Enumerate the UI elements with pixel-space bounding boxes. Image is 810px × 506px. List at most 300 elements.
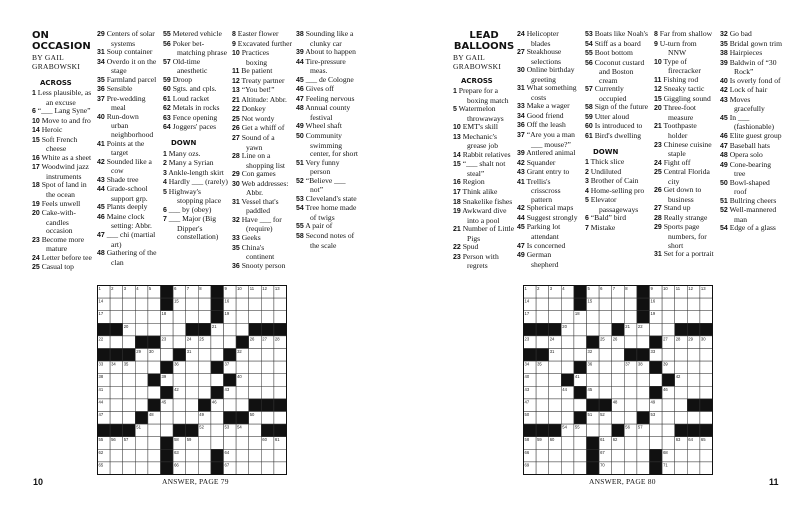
grid-cell[interactable] xyxy=(587,323,600,336)
grid-cell[interactable] xyxy=(624,336,637,349)
clue-number: 5 xyxy=(163,188,167,196)
grid-cell[interactable] xyxy=(274,374,287,387)
clue-text: Cone-bearing tree xyxy=(727,159,772,179)
grid-cell[interactable] xyxy=(274,311,287,324)
grid-cell[interactable] xyxy=(687,311,700,324)
grid-cell[interactable] xyxy=(274,349,287,362)
grid-cell[interactable] xyxy=(700,374,713,387)
grid-cell[interactable] xyxy=(675,462,688,475)
grid-cell[interactable] xyxy=(148,462,161,475)
grid-cell[interactable] xyxy=(675,349,688,362)
cell-number: 34 xyxy=(524,361,530,367)
grid-cell[interactable] xyxy=(650,424,663,437)
grid-cell[interactable] xyxy=(135,449,148,462)
grid-cell[interactable] xyxy=(123,449,136,462)
cell-number: 64 xyxy=(224,449,230,455)
grid-cell[interactable] xyxy=(236,462,249,475)
grid-cell[interactable] xyxy=(637,437,650,450)
grid-cell[interactable] xyxy=(700,311,713,324)
grid-cell[interactable] xyxy=(135,437,148,450)
grid-cell[interactable] xyxy=(135,298,148,311)
cell-number: 60 xyxy=(262,437,267,443)
grid-block xyxy=(637,412,650,425)
grid-cell[interactable] xyxy=(587,311,600,324)
grid-cell[interactable] xyxy=(561,449,574,462)
cell-number: 63 xyxy=(675,437,681,443)
clue-number: 3 xyxy=(163,169,167,177)
grid-cell[interactable] xyxy=(536,449,549,462)
grid-cell[interactable] xyxy=(186,462,199,475)
grid-cell[interactable] xyxy=(561,336,574,349)
grid-cell[interactable] xyxy=(236,437,249,450)
grid-cell[interactable] xyxy=(549,462,562,475)
grid-cell[interactable] xyxy=(135,462,148,475)
clue-text: Wheel shaft xyxy=(303,121,343,131)
grid-cell[interactable] xyxy=(186,412,199,425)
grid-block xyxy=(148,336,161,349)
grid-cell[interactable] xyxy=(261,374,274,387)
grid-cell[interactable] xyxy=(574,449,587,462)
grid-cell[interactable] xyxy=(261,412,274,425)
clue-number: 44 xyxy=(296,58,304,66)
grid-cell[interactable] xyxy=(148,361,161,374)
page-number: 11 xyxy=(769,477,779,487)
grid-cell[interactable] xyxy=(599,311,612,324)
grid-cell[interactable] xyxy=(123,298,136,311)
clue-number: 6 xyxy=(585,215,589,223)
clue-number: 24 xyxy=(32,254,40,262)
grid-cell[interactable] xyxy=(123,412,136,425)
grid-cell[interactable] xyxy=(224,336,237,349)
grid-cell[interactable] xyxy=(650,437,663,450)
grid-cell[interactable] xyxy=(211,412,224,425)
grid-cell[interactable] xyxy=(599,323,612,336)
grid-cell[interactable] xyxy=(224,437,237,450)
grid-cell[interactable] xyxy=(274,361,287,374)
grid-cell[interactable] xyxy=(675,298,688,311)
grid-cell[interactable] xyxy=(249,298,262,311)
grid-cell[interactable] xyxy=(624,437,637,450)
grid-cell[interactable] xyxy=(148,449,161,462)
grid-cell[interactable] xyxy=(148,298,161,311)
grid-cell[interactable] xyxy=(135,374,148,387)
grid-cell[interactable] xyxy=(549,449,562,462)
grid-cell[interactable] xyxy=(261,349,274,362)
grid-cell[interactable] xyxy=(173,311,186,324)
grid-cell[interactable] xyxy=(249,437,262,450)
grid-cell[interactable] xyxy=(536,386,549,399)
grid-cell[interactable] xyxy=(675,386,688,399)
clue-text: Bullring cheers xyxy=(727,195,777,205)
grid-cell[interactable] xyxy=(211,424,224,437)
grid-cell[interactable] xyxy=(561,437,574,450)
grid-cell[interactable] xyxy=(110,386,123,399)
grid-cell[interactable] xyxy=(186,298,199,311)
clue-text: Metered vehicle xyxy=(170,29,222,38)
grid-cell[interactable] xyxy=(135,386,148,399)
grid-cell[interactable] xyxy=(186,374,199,387)
grid-cell[interactable] xyxy=(549,399,562,412)
grid-cell[interactable] xyxy=(687,374,700,387)
grid-block xyxy=(161,386,174,399)
grid-cell[interactable] xyxy=(561,298,574,311)
grid-cell[interactable] xyxy=(173,412,186,425)
grid-cell[interactable] xyxy=(662,412,675,425)
grid-svg[interactable] xyxy=(97,285,287,475)
grid-cell[interactable] xyxy=(612,311,625,324)
grid-cell[interactable] xyxy=(261,462,274,475)
grid-cell[interactable] xyxy=(224,323,237,336)
grid-cell[interactable] xyxy=(700,462,713,475)
grid-cell[interactable] xyxy=(123,311,136,324)
clue xyxy=(163,215,229,242)
clue-number: 45 xyxy=(720,114,728,122)
grid-cell[interactable] xyxy=(599,298,612,311)
grid-cell[interactable] xyxy=(274,298,287,311)
grid-cell[interactable] xyxy=(549,311,562,324)
grid-cell[interactable] xyxy=(249,424,262,437)
grid-cell[interactable] xyxy=(536,336,549,349)
grid-cell[interactable] xyxy=(211,336,224,349)
grid-block xyxy=(561,374,574,387)
grid-cell[interactable] xyxy=(662,399,675,412)
grid-cell[interactable] xyxy=(135,311,148,324)
grid-cell[interactable] xyxy=(198,374,211,387)
clue-text: Droop xyxy=(170,74,193,84)
grid-cell[interactable] xyxy=(637,449,650,462)
grid-cell[interactable] xyxy=(236,311,249,324)
grid-cell[interactable] xyxy=(700,298,713,311)
grid-cell[interactable] xyxy=(236,386,249,399)
grid-cell[interactable] xyxy=(161,323,174,336)
clue-text: Vessel that's paddled xyxy=(239,196,279,216)
clue-number: 12 xyxy=(232,77,240,85)
grid-cell[interactable] xyxy=(561,399,574,412)
clue-text: Soup container xyxy=(104,47,153,57)
grid-cell[interactable] xyxy=(687,386,700,399)
grid-cell[interactable] xyxy=(612,374,625,387)
grid-cell[interactable] xyxy=(198,437,211,450)
grid-cell[interactable] xyxy=(700,386,713,399)
grid-cell[interactable] xyxy=(123,336,136,349)
grid-cell[interactable] xyxy=(687,412,700,425)
page-number: 10 xyxy=(33,477,44,487)
grid-block xyxy=(650,336,663,349)
grid-cell[interactable] xyxy=(249,374,262,387)
grid-block xyxy=(524,349,537,362)
grid-cell[interactable] xyxy=(599,386,612,399)
grid-cell[interactable] xyxy=(612,386,625,399)
grid-cell[interactable] xyxy=(123,374,136,387)
grid-cell[interactable] xyxy=(662,424,675,437)
clue-number: 20 xyxy=(32,210,40,218)
grid-cell[interactable] xyxy=(687,449,700,462)
clue-text: Casual top xyxy=(39,262,74,272)
grid-cell[interactable] xyxy=(549,361,562,374)
grid-cell[interactable] xyxy=(624,386,637,399)
grid-cell[interactable] xyxy=(173,323,186,336)
grid-cell[interactable] xyxy=(599,374,612,387)
grid-cell[interactable] xyxy=(637,374,650,387)
grid-cell[interactable] xyxy=(110,374,123,387)
grid-cell[interactable] xyxy=(173,336,186,349)
clue-text: Fishing rod xyxy=(661,74,699,84)
grid-cell[interactable] xyxy=(561,361,574,374)
cell-number: 60 xyxy=(549,437,555,443)
grid-cell[interactable] xyxy=(574,399,587,412)
grid-cell[interactable] xyxy=(123,399,136,412)
clue-text: Poker bet-matching phrase xyxy=(170,38,227,58)
grid-cell[interactable] xyxy=(624,399,637,412)
grid-cell[interactable] xyxy=(161,412,174,425)
grid-cell[interactable] xyxy=(662,437,675,450)
grid-cell[interactable] xyxy=(662,311,675,324)
grid-cell[interactable] xyxy=(574,437,587,450)
clue-text: Good friend xyxy=(524,110,564,120)
grid-cell[interactable] xyxy=(211,374,224,387)
grid-cell[interactable] xyxy=(198,449,211,462)
grid-cell[interactable] xyxy=(587,424,600,437)
grid-cell[interactable] xyxy=(186,449,199,462)
grid-cell[interactable] xyxy=(624,311,637,324)
grid-cell[interactable] xyxy=(110,412,123,425)
grid-cell[interactable] xyxy=(561,349,574,362)
grid-cell[interactable] xyxy=(536,298,549,311)
grid-cell[interactable] xyxy=(261,449,274,462)
grid-cell[interactable] xyxy=(650,323,663,336)
grid-cell[interactable] xyxy=(148,386,161,399)
grid-cell[interactable] xyxy=(637,399,650,412)
grid-cell[interactable] xyxy=(687,361,700,374)
grid-cell[interactable] xyxy=(261,298,274,311)
grid-cell[interactable] xyxy=(123,386,136,399)
grid-cell[interactable] xyxy=(549,374,562,387)
grid-cell[interactable] xyxy=(612,449,625,462)
grid-cell[interactable] xyxy=(675,399,688,412)
grid-cell[interactable] xyxy=(687,462,700,475)
grid-cell[interactable] xyxy=(536,462,549,475)
grid-cell[interactable] xyxy=(536,399,549,412)
clue-number: 55 xyxy=(163,31,171,38)
grid-cell[interactable] xyxy=(135,361,148,374)
grid-cell[interactable] xyxy=(574,462,587,475)
grid-cell[interactable] xyxy=(612,298,625,311)
puzzle-byline: BY GAIL GRABOWSKI xyxy=(32,53,81,71)
grid-cell[interactable] xyxy=(186,361,199,374)
grid-cell[interactable] xyxy=(574,323,587,336)
grid-cell[interactable] xyxy=(123,462,136,475)
grid-cell[interactable] xyxy=(110,462,123,475)
grid-cell[interactable] xyxy=(599,349,612,362)
clue-text: Elite guest group xyxy=(727,131,782,141)
grid-block xyxy=(110,323,123,336)
grid-cell[interactable] xyxy=(198,361,211,374)
grid-cell[interactable] xyxy=(274,462,287,475)
clue-number: 31 xyxy=(654,251,662,259)
grid-cell[interactable] xyxy=(186,311,199,324)
grid-cell[interactable] xyxy=(687,349,700,362)
clue-text: Sports page numbers, for short xyxy=(661,222,707,250)
grid-cell[interactable] xyxy=(236,449,249,462)
grid-cell[interactable] xyxy=(198,298,211,311)
clue-text: Highway's stopping place xyxy=(166,186,222,206)
grid-cell[interactable] xyxy=(574,349,587,362)
grid-cell[interactable] xyxy=(135,323,148,336)
clue xyxy=(453,87,515,105)
grid-cell[interactable] xyxy=(700,361,713,374)
clue-text: Joggers' paces xyxy=(170,122,217,132)
cell-number: 35 xyxy=(123,361,129,367)
cell-number: 57 xyxy=(123,437,129,443)
cell-number: 36 xyxy=(587,361,593,367)
grid-cell[interactable] xyxy=(687,298,700,311)
grid-cell[interactable] xyxy=(675,449,688,462)
grid-cell[interactable] xyxy=(675,361,688,374)
clue-column xyxy=(654,30,714,260)
grid-cell[interactable] xyxy=(549,412,562,425)
grid-cell[interactable] xyxy=(148,323,161,336)
grid-cell[interactable] xyxy=(261,361,274,374)
grid-cell[interactable] xyxy=(249,349,262,362)
grid-cell[interactable] xyxy=(236,298,249,311)
clue-text: Trellis's crisscross pattern xyxy=(524,176,561,204)
grid-cell[interactable] xyxy=(561,462,574,475)
grid-cell[interactable] xyxy=(249,361,262,374)
crossword-grid[interactable] xyxy=(523,285,713,475)
grid-cell[interactable] xyxy=(110,399,123,412)
grid-cell[interactable] xyxy=(612,361,625,374)
grid-svg[interactable] xyxy=(523,285,713,475)
cell-number: 29 xyxy=(688,336,693,342)
grid-block xyxy=(173,424,186,437)
clue-text: Toothpaste holder xyxy=(661,121,697,141)
grid-cell[interactable] xyxy=(186,386,199,399)
grid-cell[interactable] xyxy=(236,323,249,336)
clue-text: Be patient xyxy=(239,66,273,76)
grid-cell[interactable] xyxy=(261,386,274,399)
crossword-grid[interactable] xyxy=(97,285,287,475)
grid-cell[interactable] xyxy=(624,298,637,311)
clue-text: Currently occupied xyxy=(592,84,627,103)
grid-cell[interactable] xyxy=(148,311,161,324)
grid-cell[interactable] xyxy=(549,298,562,311)
grid-cell[interactable] xyxy=(135,399,148,412)
clue-text: Utter aloud xyxy=(592,111,630,121)
grid-cell[interactable] xyxy=(662,298,675,311)
grid-cell[interactable] xyxy=(186,399,199,412)
grid-cell[interactable] xyxy=(249,462,262,475)
grid-cell[interactable] xyxy=(198,349,211,362)
grid-cell[interactable] xyxy=(700,349,713,362)
cell-number: 66 xyxy=(524,449,530,455)
grid-cell[interactable] xyxy=(236,399,249,412)
grid-cell[interactable] xyxy=(249,386,262,399)
grid-cell[interactable] xyxy=(675,311,688,324)
grid-cell[interactable] xyxy=(587,374,600,387)
grid-cell[interactable] xyxy=(700,412,713,425)
grid-cell[interactable] xyxy=(198,311,211,324)
grid-cell[interactable] xyxy=(612,462,625,475)
grid-block xyxy=(161,286,174,299)
grid-cell[interactable] xyxy=(148,424,161,437)
grid-block xyxy=(186,323,199,336)
clue-number: 18 xyxy=(32,182,40,190)
grid-cell[interactable] xyxy=(249,311,262,324)
grid-cell[interactable] xyxy=(236,361,249,374)
grid-cell[interactable] xyxy=(173,374,186,387)
clue-number: 60 xyxy=(163,86,171,94)
grid-cell[interactable] xyxy=(637,386,650,399)
grid-cell[interactable] xyxy=(612,349,625,362)
grid-cell[interactable] xyxy=(173,399,186,412)
grid-cell[interactable] xyxy=(612,412,625,425)
cell-number: 62 xyxy=(612,437,618,443)
grid-cell[interactable] xyxy=(274,449,287,462)
cell-number: 22 xyxy=(637,323,643,329)
grid-cell[interactable] xyxy=(624,449,637,462)
grid-cell[interactable] xyxy=(211,437,224,450)
grid-cell[interactable] xyxy=(198,386,211,399)
grid-cell[interactable] xyxy=(110,449,123,462)
clue-number: 25 xyxy=(32,264,40,272)
grid-block xyxy=(261,424,274,437)
grid-cell[interactable] xyxy=(161,349,174,362)
grid-block xyxy=(549,424,562,437)
grid-cell[interactable] xyxy=(574,336,587,349)
grid-block xyxy=(236,412,249,425)
grid-cell[interactable] xyxy=(198,462,211,475)
grid-cell[interactable] xyxy=(624,374,637,387)
cell-number: 24 xyxy=(549,336,555,342)
grid-cell[interactable] xyxy=(662,323,675,336)
grid-cell[interactable] xyxy=(561,412,574,425)
grid-cell[interactable] xyxy=(148,437,161,450)
cell-number: 39 xyxy=(161,374,167,380)
grid-cell[interactable] xyxy=(536,412,549,425)
clue-number: 4 xyxy=(163,179,167,187)
grid-cell[interactable] xyxy=(110,311,123,324)
grid-cell[interactable] xyxy=(536,311,549,324)
grid-cell[interactable] xyxy=(249,449,262,462)
grid-cell[interactable] xyxy=(211,349,224,362)
grid-cell[interactable] xyxy=(561,311,574,324)
grid-cell[interactable] xyxy=(599,361,612,374)
grid-cell[interactable] xyxy=(637,462,650,475)
grid-cell[interactable] xyxy=(261,311,274,324)
grid-cell[interactable] xyxy=(161,424,174,437)
grid-cell[interactable] xyxy=(110,336,123,349)
grid-cell[interactable] xyxy=(274,412,287,425)
grid-cell[interactable] xyxy=(110,298,123,311)
grid-cell[interactable] xyxy=(650,374,663,387)
grid-cell[interactable] xyxy=(662,349,675,362)
grid-cell[interactable] xyxy=(536,374,549,387)
grid-cell[interactable] xyxy=(624,462,637,475)
grid-cell[interactable] xyxy=(599,424,612,437)
grid-cell[interactable] xyxy=(224,399,237,412)
clue-text: Is introduced to xyxy=(592,121,643,131)
grid-cell[interactable] xyxy=(700,449,713,462)
grid-cell[interactable] xyxy=(624,412,637,425)
clue-text: Pre-wedding meal xyxy=(104,93,146,113)
grid-cell[interactable] xyxy=(274,386,287,399)
grid-cell[interactable] xyxy=(675,412,688,425)
grid-cell[interactable] xyxy=(549,386,562,399)
clue-text: Boats like Noah's xyxy=(592,29,648,38)
grid-cell[interactable] xyxy=(637,336,650,349)
cell-number: 65 xyxy=(98,462,104,468)
clue-number: 46 xyxy=(97,213,105,221)
